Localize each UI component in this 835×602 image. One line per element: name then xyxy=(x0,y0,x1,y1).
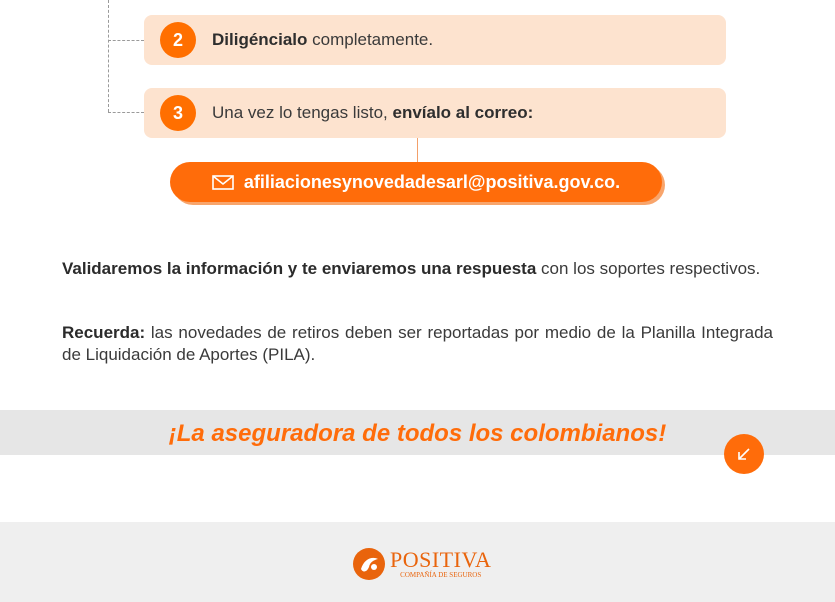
validation-paragraph-bold: Validaremos la información y te enviaremos una respuesta xyxy=(62,259,537,278)
reminder-text: las novedades de retiros deben ser reportadas por medio de la Planilla Integrada de Liquidación de Aportes (PILA). xyxy=(62,323,773,364)
email-connector-line xyxy=(417,138,418,164)
step-card-3 xyxy=(144,88,726,138)
step-card-2 xyxy=(144,15,726,65)
validation-paragraph xyxy=(62,258,773,280)
step-text-regular: Una vez lo tengas listo, xyxy=(212,103,393,122)
step-text xyxy=(212,103,533,123)
step-text-bold: envíalo al correo: xyxy=(392,103,534,122)
email-link-button[interactable] xyxy=(170,162,662,202)
arrow-down-left-icon xyxy=(734,444,754,464)
step-text-regular: completamente. xyxy=(307,30,434,49)
step-text xyxy=(212,30,433,50)
positiva-logo[interactable] xyxy=(352,544,491,584)
logo-subtitle: COMPAÑÍA DE SEGUROS xyxy=(400,570,482,579)
mail-icon xyxy=(212,175,234,190)
validation-paragraph-text: con los soportes respectivos. xyxy=(536,259,761,278)
arrow-down-left-button[interactable] xyxy=(724,434,764,474)
email-address: afiliacionesynovedadesarl@positiva.gov.co. xyxy=(243,171,621,192)
connector-branch-step-3 xyxy=(108,112,144,113)
step-number-badge: 2 xyxy=(160,22,196,58)
step-number-badge: 3 xyxy=(160,95,196,131)
step-text-bold: Diligéncialo xyxy=(212,30,308,49)
reminder-label: Recuerda: xyxy=(62,323,146,342)
positiva-logo-icon xyxy=(352,547,386,581)
logo-name: POSITIVA xyxy=(390,546,492,572)
connector-branch-step-2 xyxy=(108,40,144,41)
connector-vertical-line xyxy=(108,0,109,112)
reminder-paragraph xyxy=(62,322,773,366)
slogan-text: ¡La aseguradora de todos los colombianos! xyxy=(168,420,667,447)
